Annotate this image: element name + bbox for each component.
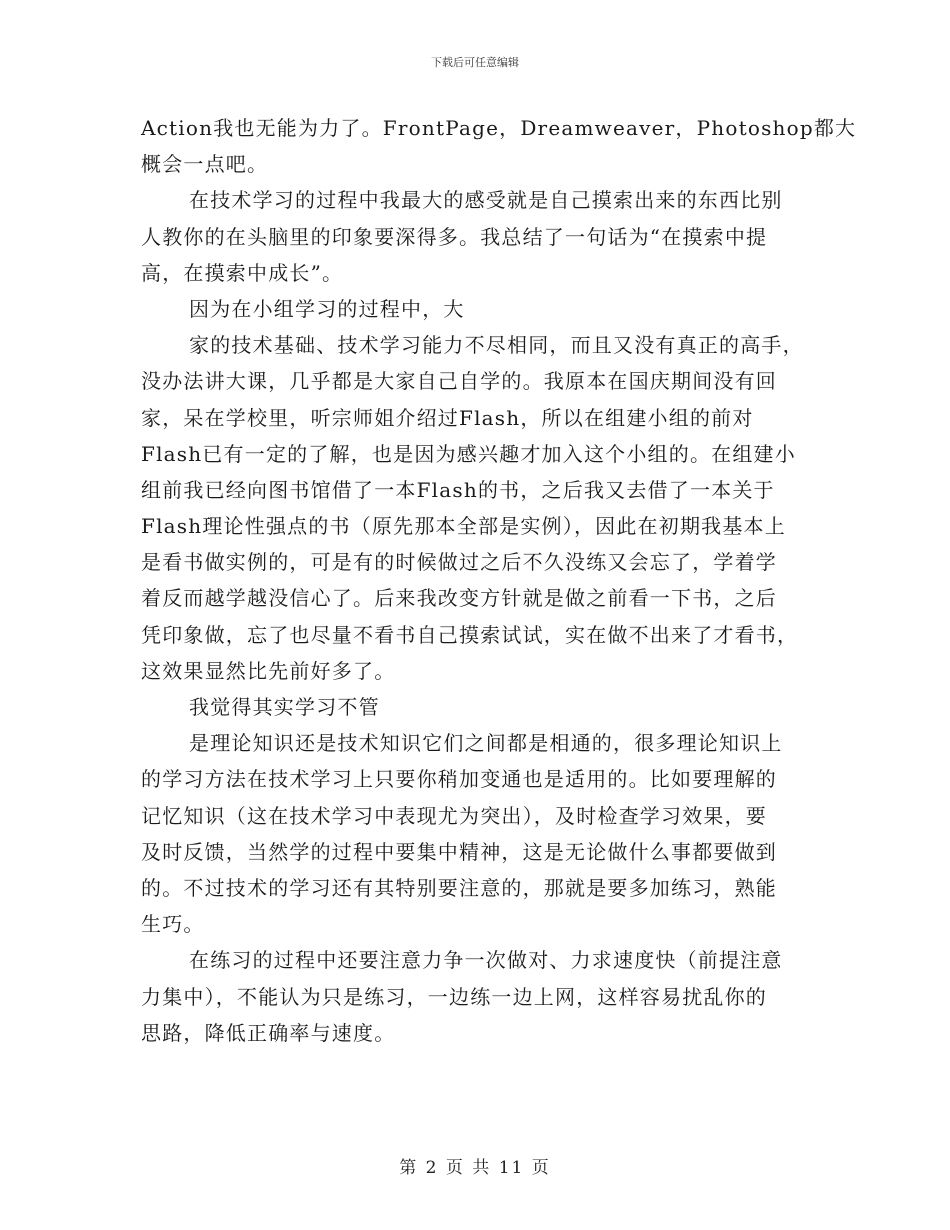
text-line: 是看书做实例的，可是有的时候做过之后不久没练又会忘了，学着学 — [141, 550, 777, 575]
document-body — [141, 110, 857, 1051]
page-number: 第 2 页 共 11 页 — [399, 1158, 551, 1178]
text-line: 在练习的过程中还要注意力争一次做对、力求速度快（前提注意 — [189, 948, 783, 973]
text-line: Action我也无能为力了。FrontPage，Dreamweaver，Photoshop都大 — [141, 116, 857, 140]
text-line: 着反而越学越没信心了。后来我改变方针就是做之前看一下书，之后 — [141, 586, 777, 611]
text-line: 这效果显然比先前好多了。 — [141, 658, 396, 683]
text-line: 家，呆在学校里，听宗师姐介绍过Flash，所以在组建小组的前对 — [141, 405, 754, 430]
text-line: 人教你的在头脑里的印象要深得多。我总结了一句话为“在摸索中提 — [141, 224, 768, 249]
text-line: Flash理论性强点的书（原先那本全部是实例），因此在初期我基本上 — [141, 514, 786, 539]
text-line: 我觉得其实学习不管 — [189, 695, 380, 719]
text-line: 是理论知识还是技术知识它们之间都是相通的，很多理论知识上 — [189, 731, 783, 756]
text-line: 概会一点吧。 — [141, 152, 269, 177]
text-line: 的学习方法在技术学习上只要你稍加变通也是适用的。比如要理解的 — [141, 767, 777, 792]
text-line: 没办法讲大课，几乎都是大家自己自学的。我原本在国庆期间没有回 — [141, 369, 777, 394]
text-line: 记忆知识（这在技术学习中表现尤为突出），及时检查学习效果，要 — [141, 803, 767, 828]
page-header: 下载后可任意编辑 — [431, 56, 519, 69]
text-line: 家的技术基础、技术学习能力不尽相同，而且又没有真正的高手， — [189, 333, 804, 358]
text-line: 凭印象做，忘了也尽量不看书自己摸索试试，实在做不出来了才看书， — [141, 622, 799, 647]
text-line: Flash已有一定的了解，也是因为感兴趣才加入这个小组的。在组建小 — [141, 441, 796, 466]
text-line: 及时反馈，当然学的过程中要集中精神，这是无论做什么事都要做到 — [141, 839, 777, 864]
text-line: 组前我已经向图书馆借了一本Flash的书，之后我又去借了一本关于 — [141, 477, 775, 502]
text-line: 思路，降低正确率与速度。 — [141, 1020, 396, 1045]
text-line: 因为在小组学习的过程中，大 — [189, 296, 465, 321]
text-line: 在技术学习的过程中我最大的感受就是自己摸索出来的东西比别 — [189, 188, 783, 213]
text-line: 的。不过技术的学习还有其特别要注意的，那就是要多加练习，熟能 — [141, 875, 777, 900]
text-line: 力集中），不能认为只是练习，一边练一边上网，这样容易扰乱你的 — [141, 984, 767, 1009]
text-line: 高，在摸索中成长”。 — [141, 260, 344, 285]
text-line: 生巧。 — [141, 912, 205, 937]
